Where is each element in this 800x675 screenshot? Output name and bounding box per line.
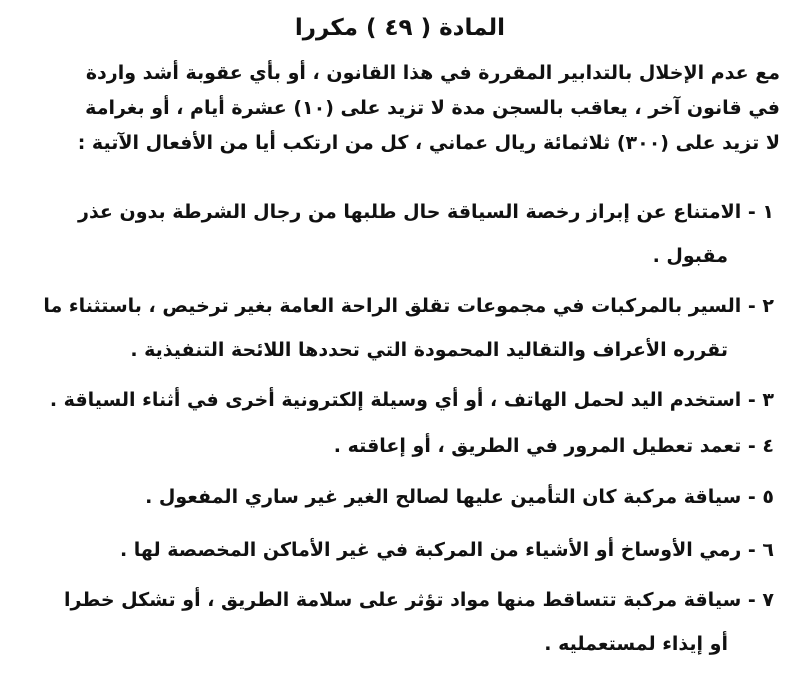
list-item <box>20 190 774 278</box>
list-item <box>20 284 774 372</box>
list-item-continuation: مقبول . <box>652 245 728 267</box>
list-item <box>20 378 774 422</box>
list-item <box>20 475 774 519</box>
list-item-line: ٢ - السير بالمركبات في مجموعات تقلق الراحة العامة بغير ترخيص ، باستثناء ما <box>43 295 774 317</box>
list-item-line: ٤ - تعمد تعطيل المرور في الطريق ، أو إعاقته . <box>333 435 774 457</box>
list-item-continuation: أو إيذاء لمستعمليه . <box>544 633 728 655</box>
article-intro <box>20 56 780 161</box>
list-item-line: ٣ - استخدم اليد لحمل الهاتف ، أو أي وسيلة إلكترونية أخرى في أثناء السياقة . <box>49 389 774 411</box>
list-item-line: ٦ - رمي الأوساخ أو الأشياء من المركبة في غير الأماكن المخصصة لها . <box>119 539 774 561</box>
article-title: المادة ( ٤٩ ) مكررا <box>294 15 506 41</box>
list-item-line: ١ - الامتناع عن إبراز رخصة السياقة حال طلبها من رجال الشرطة بدون عذر <box>78 201 774 223</box>
list-item <box>20 424 774 468</box>
intro-line: لا تزيد على (٣٠٠) ثلاثمائة ريال عماني ، كل من ارتكب أيا من الأفعال الآتية : <box>77 132 780 154</box>
list-item-continuation: تقرره الأعراف والتقاليد المحمودة التي تحددها اللائحة التنفيذية . <box>130 339 728 361</box>
list-item-line: ٥ - سياقة مركبة كان التأمين عليها لصالح الغير غير ساري المفعول . <box>145 486 774 508</box>
list-item-line: ٧ - سياقة مركبة تتساقط منها مواد تؤثر على سلامة الطريق ، أو تشكل خطرا <box>64 589 774 611</box>
list-item <box>20 528 774 572</box>
intro-line: في قانون آخر ، يعاقب بالسجن مدة لا تزيد على (١٠) عشرة أيام ، أو بغرامة <box>85 97 780 119</box>
intro-line: مع عدم الإخلال بالتدابير المقررة في هذا القانون ، أو بأي عقوبة أشد واردة <box>85 62 780 84</box>
list-item <box>20 578 774 666</box>
